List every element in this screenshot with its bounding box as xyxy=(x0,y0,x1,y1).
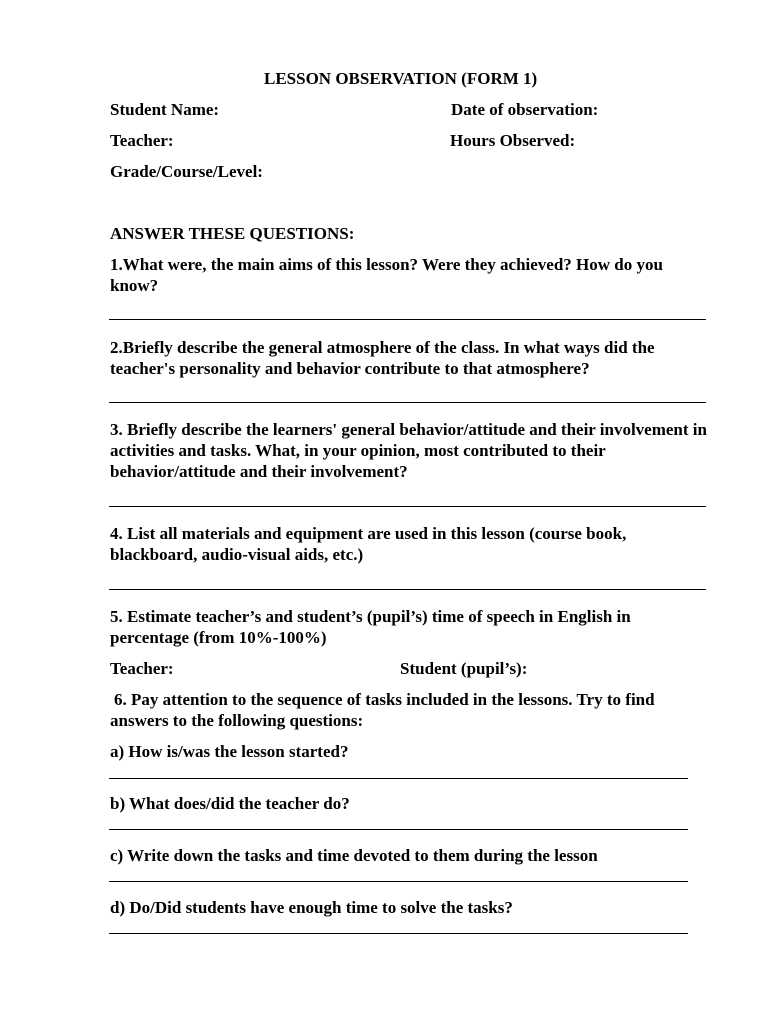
answer-line-b[interactable] xyxy=(109,829,688,830)
subquestion-a: a) How is/was the lesson started? xyxy=(110,742,349,761)
answer-line-d[interactable] xyxy=(109,933,688,934)
question-6: 6. Pay attention to the sequence of tasks included in the lessons. Try to find answers to the following questions: xyxy=(110,690,655,730)
question-1: 1.What were, the main aims of this lesson? Were they achieved? How do you know? xyxy=(110,255,663,295)
question-4: 4. List all materials and equipment are used in this lesson (course book, blackboard, audio-visual aids, etc.) xyxy=(110,524,627,564)
subquestion-d: d) Do/Did students have enough time to solve the tasks? xyxy=(110,898,513,917)
teacher-label: Teacher: xyxy=(110,131,174,150)
form-title: LESSON OBSERVATION (FORM 1) xyxy=(264,69,538,88)
hours-observed-label: Hours Observed: xyxy=(450,131,576,150)
answer-line-1[interactable] xyxy=(109,319,706,320)
question-2: 2.Briefly describe the general atmosphere of the class. In what ways did the teacher's personality and behavior contribute to that atmosphere? xyxy=(110,338,655,378)
subquestion-b: b) What does/did the teacher do? xyxy=(110,794,350,813)
section-heading: ANSWER THESE QUESTIONS: xyxy=(110,224,355,243)
question-3: 3. Briefly describe the learners' general behavior/attitude and their involvement in activities and tasks. What, in your opinion, most contributed to their behavior/attitude and their involvement? xyxy=(110,420,707,481)
answer-line-c[interactable] xyxy=(109,881,688,882)
answer-line-4[interactable] xyxy=(109,589,706,590)
grade-course-level-label: Grade/Course/Level: xyxy=(110,162,263,181)
date-of-observation-label: Date of observation: xyxy=(451,100,599,119)
answer-line-3[interactable] xyxy=(109,506,706,507)
subquestion-c: c) Write down the tasks and time devoted to them during the lesson xyxy=(110,846,598,865)
answer-line-2[interactable] xyxy=(109,402,706,403)
student-name-label: Student Name: xyxy=(110,100,220,119)
question-5: 5. Estimate teacher’s and student’s (pupil’s) time of speech in English in percentage (from 10%-100%) xyxy=(110,607,631,647)
speech-teacher-label: Teacher: xyxy=(110,659,174,678)
answer-line-a[interactable] xyxy=(109,778,688,779)
speech-student-label: Student (pupil’s): xyxy=(400,659,528,678)
